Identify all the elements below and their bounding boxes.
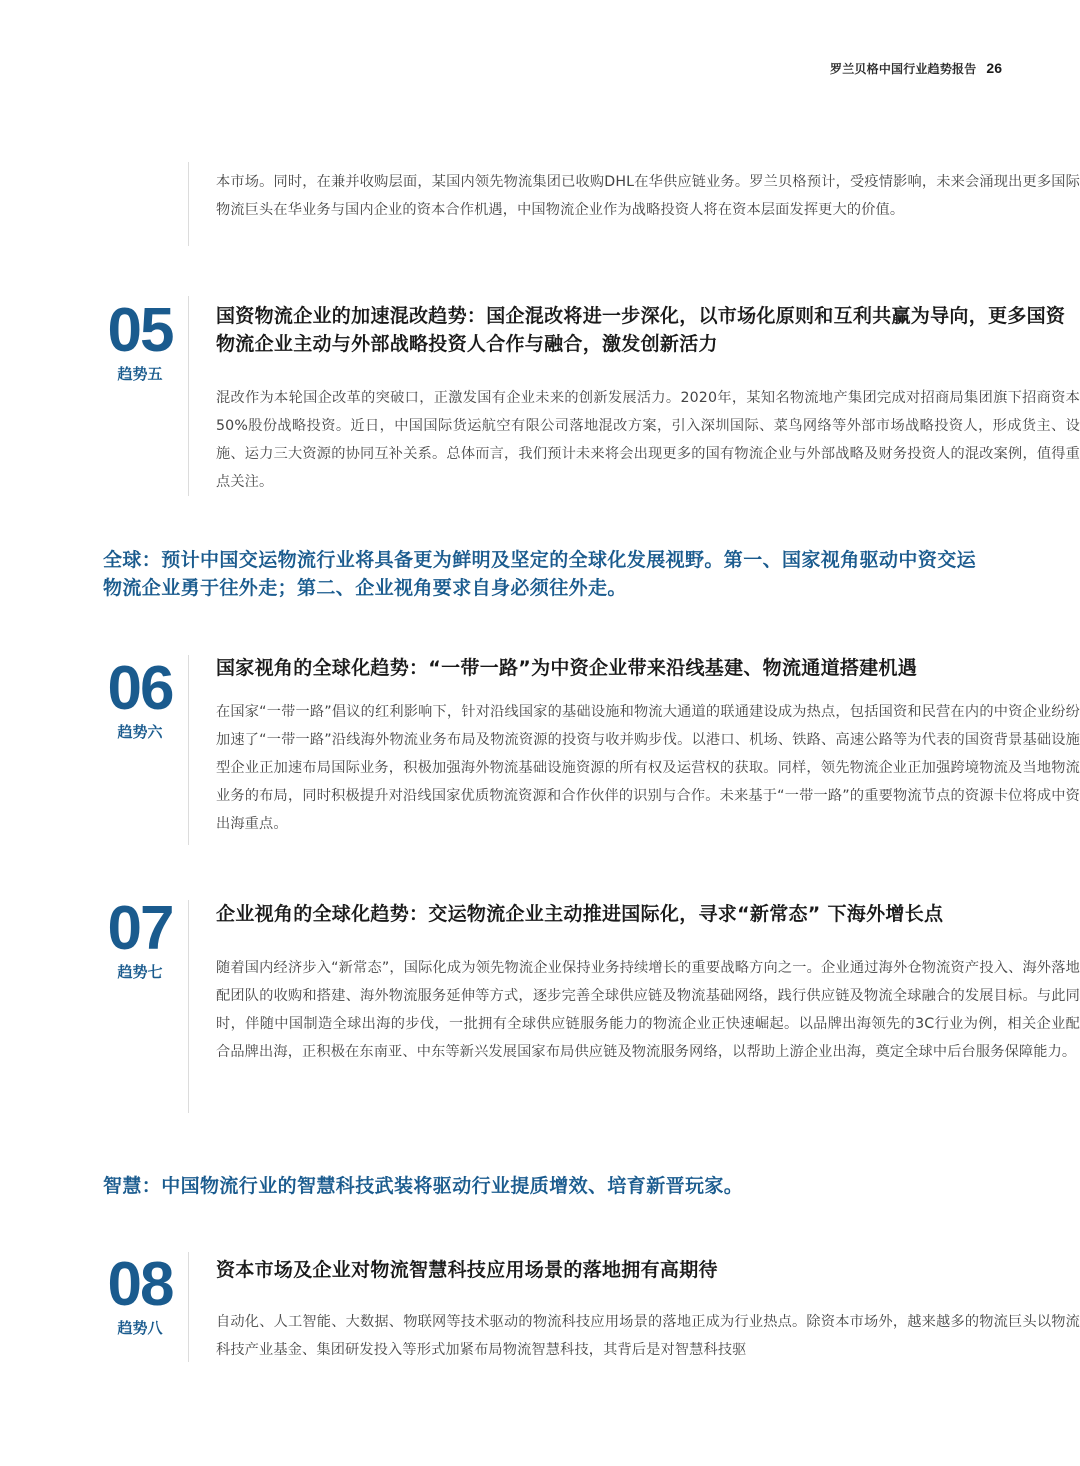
- divider: [188, 900, 189, 1113]
- trend-heading: 企业视角的全球化趋势：交运物流企业主动推进国际化，寻求“新常态” 下海外增长点: [216, 903, 944, 925]
- trend-body: 在国家“一带一路”倡议的红利影响下，针对沿线国家的基础设施和物流大通道的联通建设成为热点，包括国资和民营在内的中资企业纷纷加速了“一带一路”沿线海外物流业务布局及物流资源的投资与收并购步伐。以港口、机场、铁路、高速公路等为代表的国资背景基础设施型企业正加速布局国际业务，积极加强海外物流基础设施资源的所有权及运营权的获取。同样，领先物流企业正加强跨境物流及当地物流业务的布局，同时积极提升对沿线国家优质物流资源和合作伙伴的识别与合作。未来基于“一带一路”的重要物流节点的资源卡位将成中资出海重点。: [216, 704, 1080, 832]
- trend-body: 自动化、人工智能、大数据、物联网等技术驱动的物流科技应用场景的落地正成为行业热点。除资本市场外，越来越多的物流巨头以物流科技产业基金、集团研发投入等形式加紧布局物流智慧科技，其背后是对智慧科技驱: [216, 1314, 1080, 1358]
- trend-number-block: [100, 654, 180, 742]
- trend-heading: 国家视角的全球化趋势：“一带一路”为中资企业带来沿线基建、物流通道搭建机遇: [216, 657, 918, 679]
- callout-smart: 智慧：中国物流行业的智慧科技武装将驱动行业提质增效、培育新晋玩家。: [103, 1175, 744, 1197]
- trend-content: [216, 1256, 1080, 1364]
- intro-paragraph: 本市场。同时，在兼并收购层面，某国内领先物流集团已收购DHL在华供应链业务。罗兰贝格预计，受疫情影响，未来会涌现出更多国际物流巨头在华业务与国内企业的资本合作机遇，中国物流企业作为战略投资人将在资本层面发挥更大的价值。: [216, 174, 1080, 218]
- trend-number: 05: [107, 296, 173, 365]
- trend-content: [216, 302, 1080, 496]
- trend-body: 混改作为本轮国企改革的突破口，正激发国有企业未来的创新发展活力。2020年，某知名物流地产集团完成对招商局集团旗下招商资本50%股份战略投资。近日，中国国际货运航空有限公司落地混改方案，引入深圳国际、菜鸟网络等外部市场战略投资人，形成货主、设施、运力三大资源的协同互补关系。总体而言，我们预计未来将会出现更多的国有物流企业与外部战略及财务投资人的混改案例，值得重点关注。: [216, 390, 1080, 490]
- trend-heading: 国资物流企业的加速混改趋势：国企混改将进一步深化，以市场化原则和互利共赢为导向，更多国资物流企业主动与外部战略投资人合作与融合，激发创新活力: [216, 305, 1066, 355]
- trend-heading: 资本市场及企业对物流智慧科技应用场景的落地拥有高期待: [216, 1259, 718, 1281]
- intro-content: [216, 168, 1080, 224]
- report-title: 罗兰贝格中国行业趋势报告: [830, 62, 977, 76]
- trend-number-block: [100, 296, 180, 384]
- trend-label: 趋势七: [117, 963, 163, 981]
- trend-number-block: [100, 894, 180, 982]
- trend-label: 趋势六: [117, 723, 163, 741]
- page-number: 26: [986, 60, 1002, 76]
- intro-section: [100, 168, 1080, 252]
- divider: [188, 655, 189, 845]
- trend-number: 08: [107, 1250, 173, 1319]
- callout-global: 全球：预计中国交运物流行业将具备更为鲜明及坚定的全球化发展视野。第一、国家视角驱动中资交运物流企业勇于往外走；第二、企业视角要求自身必须往外走。: [103, 549, 977, 599]
- divider: [188, 162, 189, 246]
- divider: [188, 296, 189, 496]
- trend-label: 趋势五: [117, 365, 163, 383]
- trend-body: 随着国内经济步入“新常态”，国际化成为领先物流企业保持业务持续增长的重要战略方向之一。企业通过海外仓物流资产投入、海外落地配团队的收购和搭建、海外物流服务延伸等方式，逐步完善全球供应链及物流基础网络，践行供应链及物流全球融合的发展目标。与此同时，伴随中国制造全球出海的步伐，一批拥有全球供应链服务能力的物流企业正快速崛起。以品牌出海领先的3C行业为例，相关企业配合品牌出海，正积极在东南亚、中东等新兴发展国家布局供应链及物流服务网络，以帮助上游企业出海，奠定全球中后台服务保障能力。: [216, 960, 1080, 1060]
- trend-content: [216, 900, 1080, 1066]
- trend-label: 趋势八: [117, 1319, 163, 1337]
- page-header: [830, 60, 1002, 77]
- trend-content: [216, 657, 1080, 838]
- trend-number-block: [100, 1250, 180, 1338]
- trend-number: 06: [107, 654, 173, 723]
- divider: [188, 1252, 189, 1362]
- trend-number: 07: [107, 894, 173, 963]
